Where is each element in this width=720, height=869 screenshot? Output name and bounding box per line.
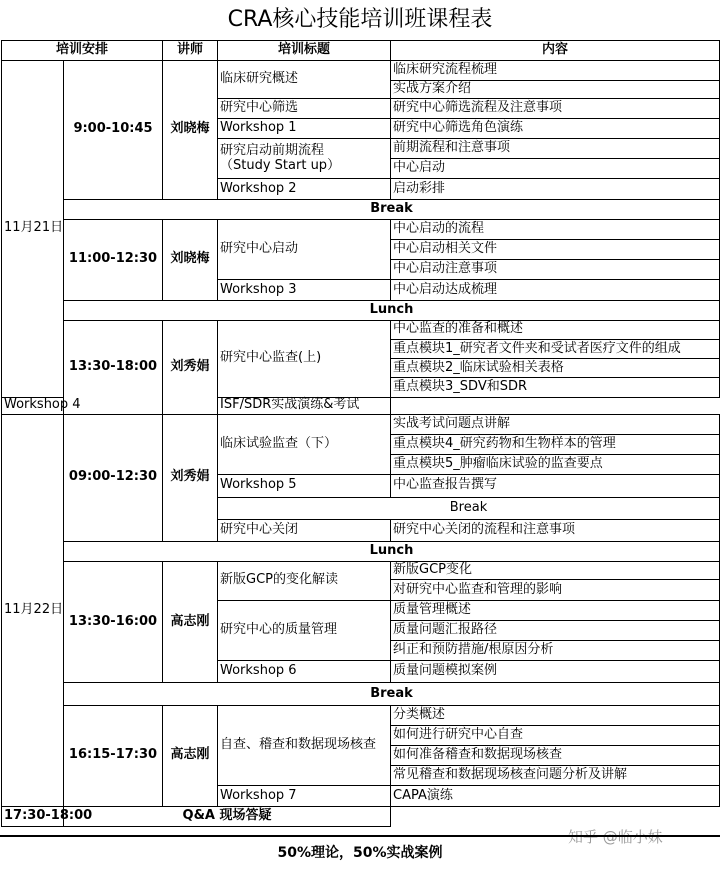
time-cell: 13:30-18:00 [64, 320, 163, 414]
content-cell: 中心启动 [391, 159, 720, 179]
content-cell: 如何进行研究中心自查 [391, 725, 720, 745]
topic-cell: 研究中心筛选 [218, 98, 391, 118]
time-cell: 9:00-10:45 [64, 61, 163, 199]
time-cell: 16:15-17:30 [64, 705, 163, 806]
date-cell: 11月21日 [2, 61, 64, 397]
topic-cell: 研究中心关闭 [218, 519, 391, 541]
content-cell: 中心启动的流程 [391, 219, 720, 239]
content-cell: 中心启动达成梳理 [391, 280, 720, 300]
table-row [2, 219, 720, 239]
content-cell: ISF/SDR实战演练&考试 [218, 397, 391, 414]
table-row [2, 61, 720, 81]
qa-label: Q&A 现场答疑 [64, 806, 391, 826]
content-cell: 常见稽查和数据现场核查问题分析及讲解 [391, 766, 720, 786]
content-cell: 中心启动注意事项 [391, 260, 720, 280]
break-row [2, 199, 720, 219]
break-label: Break [64, 683, 720, 705]
content-cell: 研究中心筛选流程及注意事项 [391, 98, 720, 118]
topic-cell: Workshop 6 [218, 661, 391, 683]
content-cell: 质量管理概述 [391, 600, 720, 620]
table-row [2, 414, 720, 434]
content-cell: 重点模块4_研究药物和生物样本的管理 [391, 434, 720, 454]
topic-cell: Workshop 1 [218, 118, 391, 138]
break-label: Break [64, 199, 720, 219]
content-cell: 中心监查的准备和概述 [391, 320, 720, 339]
date-cell: 11月22日 [2, 414, 64, 806]
table-header-row [2, 41, 720, 61]
schedule-table [1, 40, 720, 827]
lecturer-cell: 刘秀娟 [163, 320, 218, 414]
topic-cell: Workshop 3 [218, 280, 391, 300]
lecturer-cell: 刘晓梅 [163, 61, 218, 199]
topic-cell: Workshop 5 [218, 475, 391, 497]
lunch-row [2, 300, 720, 320]
topic-cell: 研究启动前期流程 （Study Start up） [218, 138, 391, 178]
lunch-label: Lunch [64, 300, 720, 320]
watermark: 知乎 @临小妹 [568, 828, 663, 846]
content-cell: 前期流程和注意事项 [391, 138, 720, 158]
lunch-row [2, 542, 720, 562]
topic-cell: Workshop 4 [2, 397, 64, 414]
time-cell: 09:00-12:30 [64, 414, 163, 541]
topic-cell: 临床研究概述 [218, 61, 391, 98]
content-cell: 重点模块2_临床试验相关表格 [391, 359, 720, 378]
topic-cell: 临床试验监查（下） [218, 414, 391, 475]
content-cell: 临床研究流程梳理 [391, 61, 720, 81]
inline-break-cell: Break [218, 497, 720, 519]
content-cell: 启动彩排 [391, 179, 720, 199]
header-lecturer: 讲师 [163, 41, 218, 61]
lecturer-cell: 高志刚 [163, 562, 218, 683]
lecturer-cell: 高志刚 [163, 705, 218, 806]
content-cell: CAPA演练 [391, 786, 720, 806]
content-cell: 实战方案介绍 [391, 81, 720, 98]
header-content: 内容 [391, 41, 720, 61]
time-cell: 13:30-16:00 [64, 562, 163, 683]
table-row [2, 320, 720, 339]
topic-cell: 研究中心的质量管理 [218, 600, 391, 661]
table-row [2, 705, 720, 725]
table-row [2, 562, 720, 580]
page-title: CRA核心技能培训班课程表 [227, 7, 493, 32]
content-cell: 实战考试问题点讲解 [391, 414, 720, 434]
content-cell: 重点模块3_SDV和SDR [391, 378, 720, 397]
content-cell: 重点模块5_肿瘤临床试验的监查要点 [391, 455, 720, 475]
content-cell: 分类概述 [391, 705, 720, 725]
lunch-label: Lunch [64, 542, 720, 562]
topic-cell: 研究中心监查(上) [218, 320, 391, 397]
content-cell: 中心监查报告撰写 [391, 475, 720, 497]
content-cell: 对研究中心监查和管理的影响 [391, 580, 720, 600]
topic-cell: 新版GCP的变化解读 [218, 562, 391, 600]
content-cell: 重点模块1_研究者文件夹和受试者医疗文件的组成 [391, 340, 720, 359]
footer-note: 50%理论，50%实战案例 [0, 835, 720, 869]
content-cell: 如何准备稽查和数据现场核查 [391, 746, 720, 766]
topic-cell: Workshop 7 [218, 786, 391, 806]
content-cell: 新版GCP变化 [391, 562, 720, 580]
content-cell: 中心启动相关文件 [391, 240, 720, 260]
content-cell: 研究中心关闭的流程和注意事项 [391, 519, 720, 541]
topic-cell: Workshop 2 [218, 179, 391, 199]
time-cell: 11:00-12:30 [64, 219, 163, 300]
qa-row [2, 806, 720, 826]
break-row [2, 683, 720, 705]
topic-cell: 研究中心启动 [218, 219, 391, 280]
content-cell: 研究中心筛选角色演练 [391, 118, 720, 138]
content-cell: 质量问题模拟案例 [391, 661, 720, 683]
content-cell: 纠正和预防措施/根原因分析 [391, 640, 720, 660]
time-cell: 17:30-18:00 [2, 806, 64, 826]
content-cell: 质量问题汇报路径 [391, 620, 720, 640]
lecturer-cell: 刘晓梅 [163, 219, 218, 300]
header-schedule: 培训安排 [2, 41, 163, 61]
header-topic: 培训标题 [218, 41, 391, 61]
lecturer-cell: 刘秀娟 [163, 414, 218, 541]
topic-cell: 自查、稽查和数据现场核查 [218, 705, 391, 786]
